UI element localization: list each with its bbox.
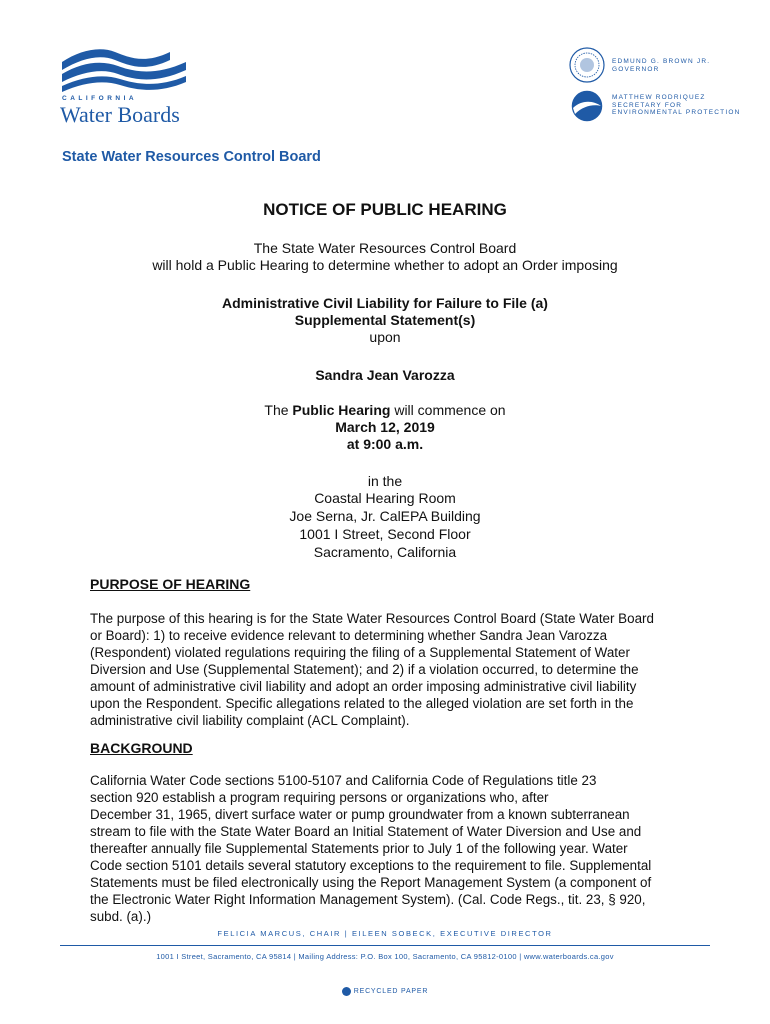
respondent-name: Sandra Jean Varozza (315, 367, 455, 383)
purpose-paragraph (90, 610, 690, 729)
background-line: the Electronic Water Right Information Management System). (Cal. Code Regs., tit. 23, § 920, (90, 892, 646, 907)
notice-line-2: will hold a Public Hearing to determine whether to adopt an Order imposing (152, 257, 618, 273)
board-name: State Water Resources Control Board (62, 149, 321, 165)
recycled-paper-label: RECYCLED PAPER (353, 988, 429, 995)
purpose-line: The purpose of this hearing is for the State Water Resources Control Board (State Water Board (90, 611, 654, 626)
hearing-date: March 12, 2019 (335, 419, 435, 435)
background-line: thereafter annually file Supplemental Statements prior to July 1 of the following year. Water (90, 841, 628, 856)
footer-address: 1001 I Street, Sacramento, CA 95814 | Mailing Address: P.O. Box 100, Sacramento, CA 95812-0100 | www.waterboards.ca.gov (156, 952, 614, 961)
commence-line (0, 402, 770, 419)
footer-recycled (0, 987, 770, 996)
background-paragraph (90, 772, 690, 925)
secretary-title-2: ENVIRONMENTAL PROTECTION (612, 109, 741, 116)
purpose-line: amount of administrative civil liability and adopt an order imposing administrative civil liability (90, 679, 637, 694)
notice-line-1: The State Water Resources Control Board (253, 240, 517, 256)
background-line: subd. (a).) (90, 909, 152, 924)
footer-officials: FELICIA MARCUS, CHAIR | EILEEN SOBECK, EXECUTIVE DIRECTOR (217, 929, 553, 938)
governor-name: EDMUND G. BROWN JR. (612, 58, 711, 65)
location-line-1: in the (367, 473, 403, 489)
secretary-title-1: SECRETARY FOR (612, 101, 683, 109)
purpose-line: (Respondent) violated regulations requiring the filing of a Supplemental Statement of Water (90, 645, 630, 660)
location-line-4: 1001 I Street, Second Floor (299, 526, 471, 542)
notice-subject-2: Supplemental Statement(s) (294, 312, 476, 328)
state-seal-icon (569, 47, 605, 83)
background-line: California Water Code sections 5100-5107 and California Code of Regulations title 23 (90, 773, 597, 788)
notice-title: NOTICE OF PUBLIC HEARING (263, 200, 507, 219)
logo-california-text: CALIFORNIA (62, 95, 138, 102)
governor-title: GOVERNOR (612, 65, 660, 73)
purpose-heading: PURPOSE OF HEARING (90, 576, 251, 592)
recycle-icon (342, 987, 351, 996)
notice-upon: upon (369, 329, 401, 345)
water-boards-logo-waves (60, 44, 190, 94)
location-line-2: Coastal Hearing Room (314, 490, 456, 506)
secretary-block (612, 94, 740, 117)
calepa-logo-icon (569, 88, 605, 124)
governor-block (612, 58, 710, 73)
background-line: stream to file with the State Water Board an Initial Statement of Water Diversion and Use and (90, 824, 642, 839)
secretary-name: MATTHEW RODRIQUEZ (612, 94, 706, 101)
background-line: Code section 5101 details several statutory exceptions to the requirement to file. Supplemental (90, 858, 652, 873)
hearing-time: at 9:00 a.m. (346, 436, 424, 452)
commence-bold: Public Hearing (292, 402, 391, 418)
notice-subject-1: Administrative Civil Liability for Failure to File (a) (222, 295, 548, 311)
background-heading: BACKGROUND (90, 740, 193, 756)
logo-water-boards-text: Water Boards (60, 102, 180, 127)
background-line: December 31, 1965, divert surface water or pump groundwater from a known subterranean (90, 807, 630, 822)
commence-post: will commence on (390, 402, 506, 418)
purpose-line: Diversion and Use (Supplemental Statement); and 2) if a violation occurred, to determine the (90, 662, 639, 677)
background-line: Statements must be filed electronically using the Report Management System (a component of (90, 875, 652, 890)
purpose-line: upon the Respondent. Specific allegations related to the alleged violation are set forth in the (90, 696, 634, 711)
purpose-line: or Board): 1) to receive evidence relevant to determining whether Sandra Jean Varozza (90, 628, 608, 643)
location-line-3: Joe Serna, Jr. CalEPA Building (289, 508, 481, 524)
commence-pre: The (264, 402, 293, 418)
purpose-line: administrative civil liability complaint (ACL Complaint). (90, 713, 410, 728)
footer-divider (60, 945, 710, 946)
background-line: section 920 establish a program requiring persons or organizations who, after (90, 790, 549, 805)
location-line-5: Sacramento, California (313, 544, 457, 560)
